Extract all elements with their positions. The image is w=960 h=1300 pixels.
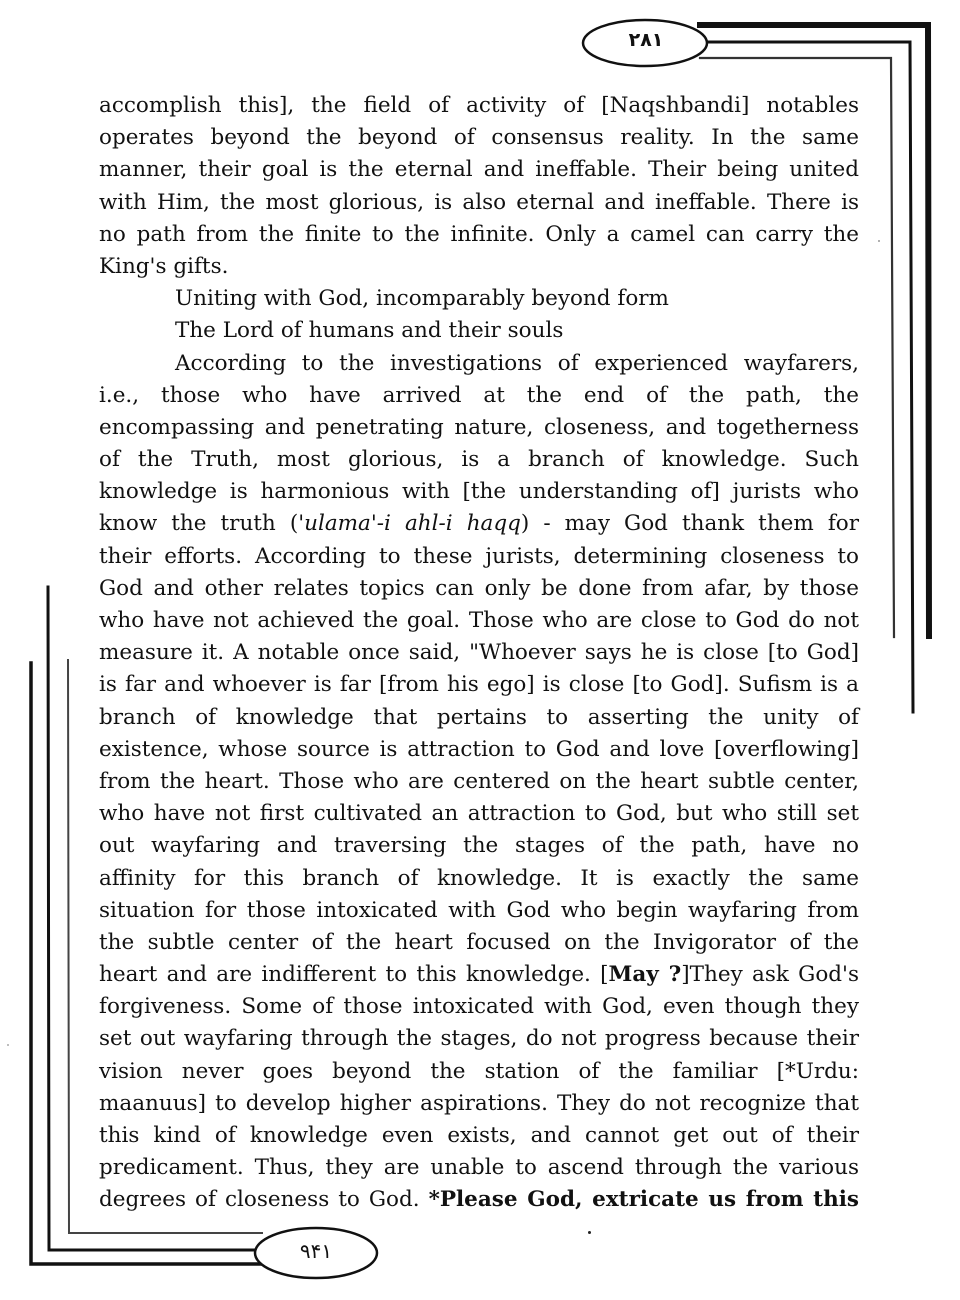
text-segment: know the truth ( [99, 511, 299, 537]
text-segment: accomplish this], the field of activity of [Naqshbandi] notables [99, 93, 859, 118]
text-segment: the subtle center of the heart focused on the Invigorator of the [99, 929, 859, 955]
text-segment: predicament. Thus, they are unable to ascend through the various [99, 1155, 859, 1181]
text-segment: who have not achieved the goal. Those who are close to God do not [99, 608, 859, 633]
text-line [99, 798, 859, 830]
bottom-page-number: ۹۴۱ [299, 1239, 333, 1263]
text-line [99, 122, 859, 154]
text-line [99, 283, 859, 315]
text-line [99, 669, 859, 701]
text-line [99, 476, 859, 508]
text-segment: vision never goes beyond the station of the familiar [*Urdu: [99, 1058, 859, 1084]
text-line [99, 508, 859, 540]
text-line [99, 895, 859, 927]
text-segment: this kind of knowledge even exists, and cannot get out of their [99, 1123, 859, 1148]
text-line [99, 219, 859, 251]
body-text [99, 90, 859, 1217]
text-line [99, 1088, 859, 1120]
text-segment: situation for those intoxicated with God who begin wayfaring from [99, 897, 859, 923]
text-line [99, 637, 859, 669]
text-segment: measure it. A notable once said, "Whoever says he is close [to God] [99, 640, 859, 666]
text-segment: no path from the finite to the infinite. Only a camel can carry the [99, 221, 859, 247]
text-segment: The Lord of humans and their souls [175, 318, 564, 344]
text-segment: out wayfaring and traversing the stages of the path, have no [99, 833, 859, 859]
text-line [99, 830, 859, 862]
text-line [99, 702, 859, 734]
text-segment: with Him, the most glorious, is also eternal and ineffable. There is [99, 189, 859, 215]
text-segment: set out wayfaring through the stages, do not progress because their [99, 1026, 859, 1052]
text-line [99, 605, 859, 637]
text-segment: forgiveness. Some of those intoxicated with God, even though they [99, 994, 859, 1020]
text-line [99, 412, 859, 444]
top-page-number: ۲۸۱ [628, 29, 664, 51]
bold-text: May ? [608, 962, 682, 988]
text-line [99, 348, 859, 380]
text-segment: encompassing and penetrating nature, closeness, and togetherness [99, 414, 859, 440]
text-segment: operates beyond the beyond of consensus reality. In the same [99, 125, 859, 151]
text-segment: from the heart. Those who are centered on the heart subtle center, [99, 768, 859, 794]
text-line [99, 734, 859, 766]
text-line [99, 315, 859, 347]
text-segment: According to the investigations of experienced wayfarers, [175, 350, 859, 376]
text-line [99, 991, 859, 1023]
text-segment: heart and are indifferent to this knowledge. [ [99, 962, 609, 988]
text-segment: maanuus] to develop higher aspirations. They do not recognize that [99, 1090, 859, 1116]
text-segment: i.e., those who have arrived at the end of the path, the [99, 382, 859, 408]
text-segment: degrees of closeness to God. [99, 1187, 429, 1213]
text-segment: is far and whoever is far [from his ego] is close [to God]. Sufism is a [99, 672, 859, 698]
text-segment: ]They ask God's [681, 962, 859, 988]
text-line [99, 863, 859, 895]
text-segment: King's gifts. [99, 253, 229, 279]
text-line [99, 1152, 859, 1184]
text-segment: their efforts. According to these jurists, determining closeness to [99, 543, 859, 569]
text-segment: God and other relates topics can only be done from afar, by those [99, 575, 859, 601]
text-line [99, 573, 859, 605]
text-line [99, 766, 859, 798]
text-line [99, 959, 859, 991]
text-line [99, 444, 859, 476]
text-segment: affinity for this branch of knowledge. It is exactly the same [99, 865, 859, 891]
text-segment: existence, whose source is attraction to God and love [overflowing] [99, 736, 859, 762]
text-line [99, 251, 859, 283]
text-line [99, 90, 859, 122]
text-segment: manner, their goal is the eternal and ineffable. Their being united [99, 157, 859, 183]
text-segment: branch of knowledge that pertains to asserting the unity of [99, 704, 859, 730]
text-line [99, 1184, 859, 1216]
text-line [99, 1056, 859, 1088]
text-line [99, 541, 859, 573]
scan-speck [878, 240, 880, 242]
text-line [99, 154, 859, 186]
text-line [99, 1120, 859, 1152]
italic-term: 'ulama'-i ahl-i haqq [298, 511, 521, 537]
text-line [99, 927, 859, 959]
text-segment: Uniting with God, incomparably beyond form [175, 286, 669, 312]
text-segment: knowledge is harmonious with [the understanding of] jurists who [99, 479, 859, 505]
text-line [99, 1023, 859, 1055]
scan-speck [7, 1044, 9, 1046]
text-segment: of the Truth, most glorious, is a branch of knowledge. Such [99, 447, 859, 473]
text-line [99, 187, 859, 219]
bold-text: *Please God, extricate us from this [428, 1187, 859, 1213]
text-segment: who have not first cultivated an attraction to God, but who still set [99, 801, 859, 827]
text-line [99, 380, 859, 412]
scan-speck [588, 1231, 591, 1234]
text-segment: ) - may God thank them for [520, 511, 860, 537]
